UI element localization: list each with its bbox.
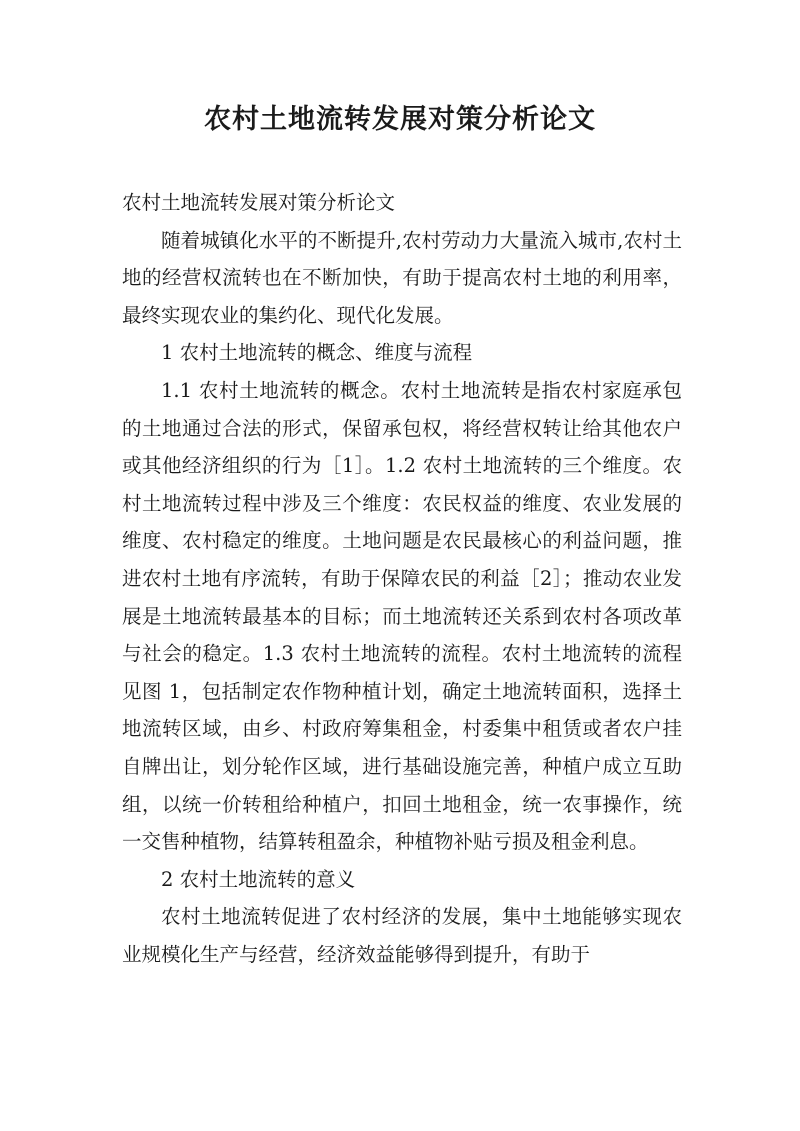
section-heading-2: 2 农村土地流转的意义 <box>161 867 356 891</box>
section-heading-1: 1 农村土地流转的概念、维度与流程 <box>161 341 473 365</box>
section-1-paragraph: 1.1 农村土地流转的概念。农村土地流转是指农村家庭承包的土地通过合法的形式，保留承包权，将经营权转让给其他农户或其他经济组织的行为［1］。1.2 农村土地流转的三个维度。农村土地流转过程中涉及三个维度：农民权益的维度、农业发展的维度、农村稳定的维度。土地问题是农民最核心的利益问题，推进农村土地有序流转，有助于保障农民的利益［2］；推动农业发展是土地流转最基本的目标；而土地流转还关系到农村各项改革与社会的稳定。1.3 农村土地流转的流程。农村土地流转的流程见图 1，包括制定农作物种植计划，确定土地流转面积，选择土地流转区域，由乡、村政府筹集租金，村委集中租赁或者农户挂自牌出让，划分轮作区域，进行基础设施完善，种植户成立互助组，以统一价转租给种植户，扣回土地租金，统一农事操作，统一交售种植物，结算转租盈余，种植物补贴亏损及租金利息。 <box>122 378 682 854</box>
document-body <box>122 184 682 973</box>
page-title: 农村土地流转发展对策分析论文 <box>204 104 596 135</box>
intro-paragraph: 随着城镇化水平的不断提升,农村劳动力大量流入城市,农村土地的经营权流转也在不断加快，有助于提高农村土地的利用率，最终实现农业的集约化、现代化发展。 <box>122 228 682 327</box>
subtitle-paragraph: 农村土地流转发展对策分析论文 <box>122 191 396 214</box>
section-2-paragraph: 农村土地流转促进了农村经济的发展，集中土地能够实现农业规模化生产与经营，经济效益能够得到提升，有助于 <box>122 905 682 966</box>
